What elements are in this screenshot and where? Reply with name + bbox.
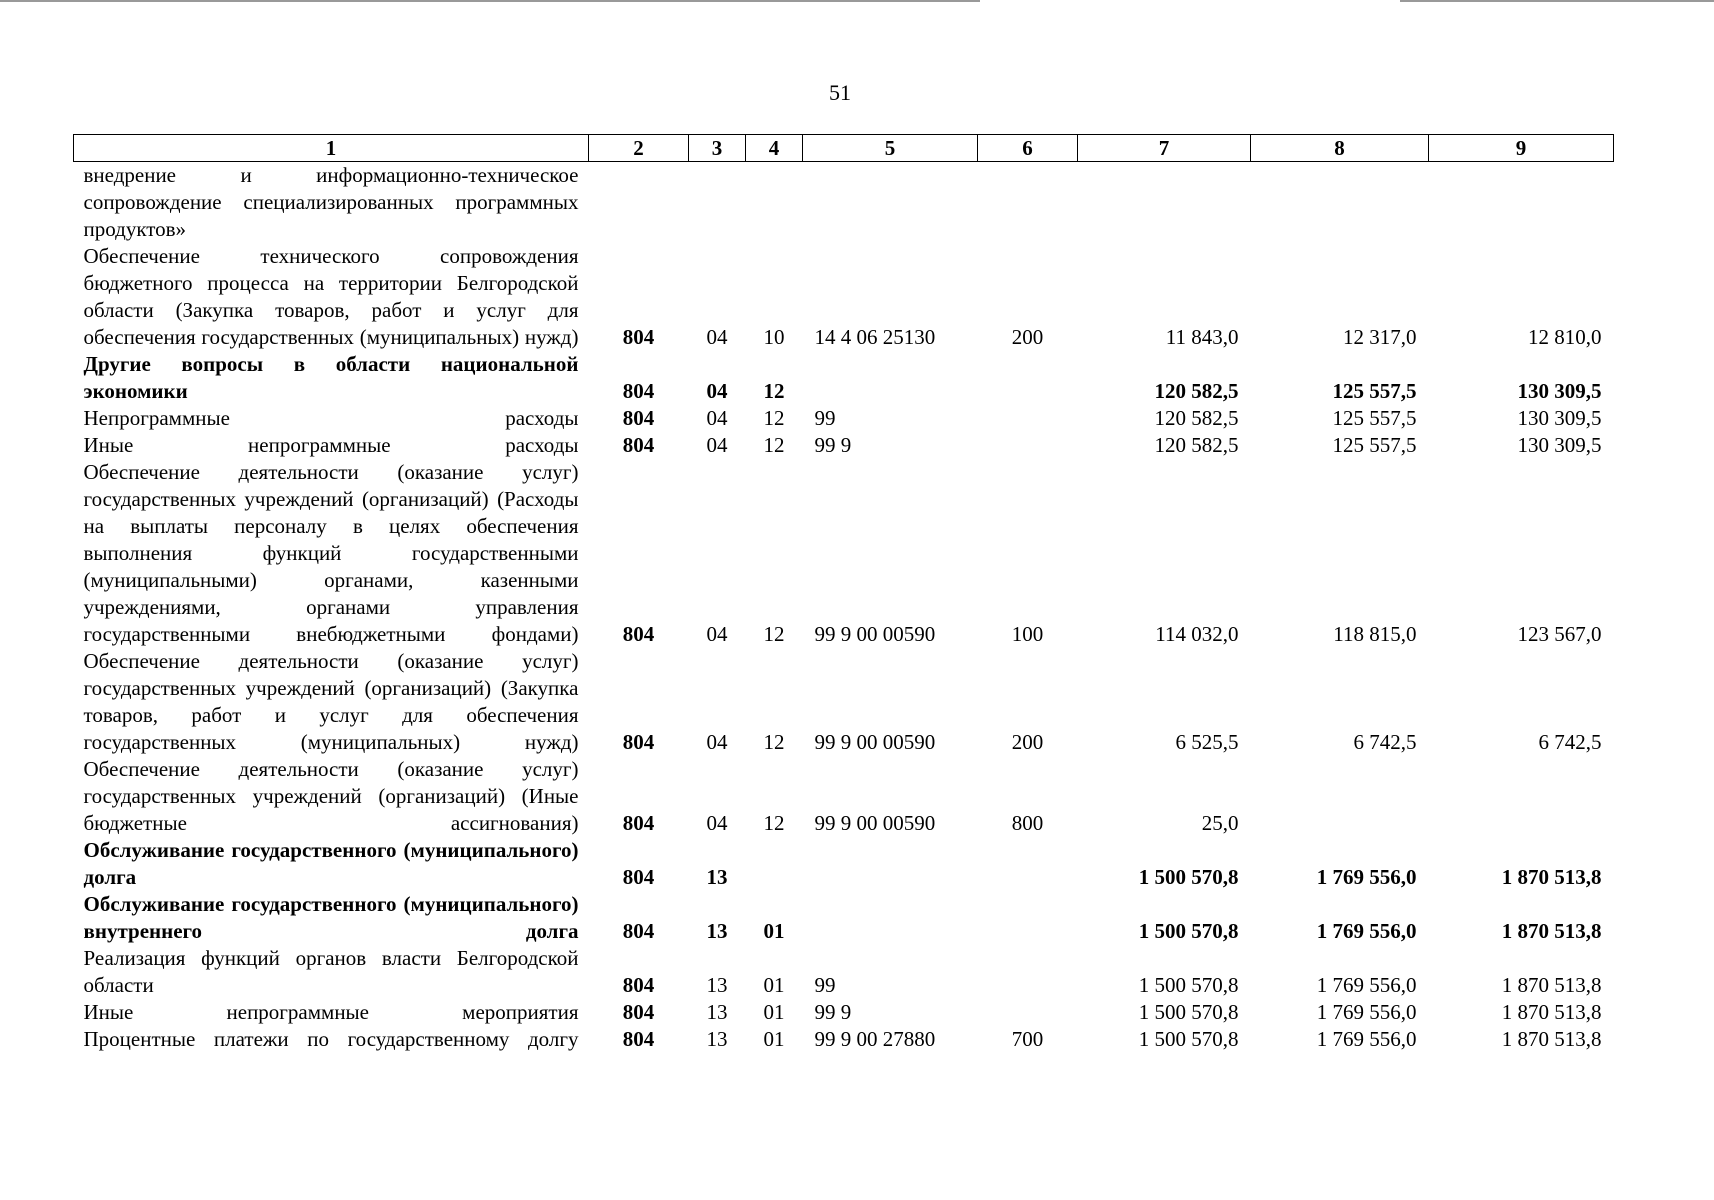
- row-amount-year3: 130 309,5: [1517, 406, 1602, 430]
- row-target-article: 99 9 00 00590: [814, 730, 936, 754]
- row-amount-year1: 6 525,5: [1175, 730, 1239, 754]
- row-section-code: 04: [706, 433, 728, 457]
- row-name: Реализация функций органов власти Белгородской области: [83, 946, 579, 997]
- table-row: [74, 999, 1614, 1026]
- row-target-article: 14 4 06 25130: [814, 325, 936, 349]
- row-amount-year2: 1 769 556,0: [1316, 1000, 1417, 1024]
- row-subsection-code: 12: [763, 811, 785, 835]
- row-target-article: 99 9 00 27880: [814, 1027, 936, 1051]
- row-target-article: [803, 837, 978, 891]
- row-name: Другие вопросы в области национальной экономики: [83, 352, 579, 403]
- row-ved-code: 804: [622, 622, 655, 646]
- row-amount-year1: 1 500 570,8: [1138, 1000, 1239, 1024]
- row-section-code: 13: [706, 919, 728, 943]
- row-name: Обслуживание государственного (муниципального) внутреннего долга: [83, 892, 579, 943]
- row-amount-year1: 25,0: [1201, 811, 1239, 835]
- table-row: [74, 837, 1614, 891]
- row-amount-year1: 120 582,5: [1154, 406, 1239, 430]
- row-amount-year1: 1 500 570,8: [1138, 1027, 1239, 1051]
- row-amount-year2: 125 557,5: [1332, 406, 1417, 430]
- row-expense-type: [978, 405, 1078, 432]
- row-subsection-code: [746, 837, 803, 891]
- row-target-article: [803, 162, 978, 244]
- row-subsection-code: 01: [763, 1000, 785, 1024]
- row-ved-code: 804: [622, 325, 655, 349]
- row-subsection-code: 12: [763, 379, 785, 403]
- column-header-5: 5: [803, 135, 978, 162]
- row-name: Иные непрограммные расходы: [83, 433, 579, 457]
- row-amount-year2: 12 317,0: [1343, 325, 1417, 349]
- row-ved-code: 804: [622, 730, 655, 754]
- row-amount-year3: 1 870 513,8: [1501, 973, 1602, 997]
- row-name: Иные непрограммные мероприятия: [83, 1000, 579, 1024]
- row-target-article: [803, 891, 978, 945]
- row-amount-year1: 120 582,5: [1154, 433, 1239, 457]
- page-number: 51: [829, 80, 851, 105]
- row-ved-code: 804: [622, 1027, 655, 1051]
- row-amount-year2: 125 557,5: [1332, 433, 1417, 457]
- row-section-code: 04: [706, 730, 728, 754]
- row-subsection-code: 01: [763, 1027, 785, 1051]
- column-header-7: 7: [1078, 135, 1251, 162]
- row-ved-code: 804: [622, 433, 655, 457]
- row-ved-code: 804: [622, 379, 655, 403]
- row-amount-year3: [1429, 756, 1614, 837]
- row-amount-year1: 114 032,0: [1155, 622, 1239, 646]
- row-name: Обеспечение деятельности (оказание услуг) государственных учреждений (организаций) (Расходы на выплаты персоналу в целях обеспечения выполнения функций государственными (муниципальными) органами, казенными учреждениями, органами управления государственными внебюджетными фондами): [83, 460, 579, 646]
- row-amount-year2: 118 815,0: [1333, 622, 1417, 646]
- row-amount-year2: [1251, 756, 1429, 837]
- table-row: [74, 1026, 1614, 1053]
- row-target-article: 99 9: [814, 1000, 852, 1024]
- table-row: [74, 459, 1614, 648]
- table-row: [74, 243, 1614, 351]
- row-ved-code: [589, 162, 689, 244]
- row-subsection-code: 01: [763, 973, 785, 997]
- row-target-article: 99 9: [814, 433, 852, 457]
- table-row: [74, 945, 1614, 999]
- column-header-1: 1: [74, 135, 589, 162]
- row-section-code: 04: [706, 811, 728, 835]
- table-row: [74, 756, 1614, 837]
- row-section-code: 13: [706, 1027, 728, 1051]
- table-row: [74, 162, 1614, 244]
- row-target-article: 99 9 00 00590: [814, 811, 936, 835]
- row-expense-type: 800: [1011, 811, 1044, 835]
- row-subsection-code: [746, 162, 803, 244]
- column-header-3: 3: [689, 135, 746, 162]
- row-amount-year1: 1 500 570,8: [1138, 973, 1239, 997]
- table-header: [74, 135, 1614, 162]
- row-section-code: 04: [706, 325, 728, 349]
- row-amount-year2: 1 769 556,0: [1316, 973, 1417, 997]
- row-ved-code: 804: [622, 1000, 655, 1024]
- row-amount-year2: 1 769 556,0: [1316, 919, 1417, 943]
- row-amount-year3: [1429, 162, 1614, 244]
- row-expense-type: 700: [1011, 1027, 1044, 1051]
- row-section-code: 13: [706, 973, 728, 997]
- row-expense-type: 200: [1011, 325, 1044, 349]
- row-amount-year1: [1078, 162, 1251, 244]
- row-target-article: 99: [814, 406, 836, 430]
- row-amount-year1: 11 843,0: [1165, 325, 1239, 349]
- row-section-code: 13: [706, 1000, 728, 1024]
- row-name: внедрение и информационно-техническое сопровождение специализированных программных продуктов»: [83, 163, 579, 241]
- row-section-code: 13: [706, 865, 728, 889]
- row-expense-type: 100: [1011, 622, 1044, 646]
- row-section-code: 04: [706, 379, 728, 403]
- scan-edge-left: [0, 0, 980, 2]
- row-amount-year3: 1 870 513,8: [1501, 1027, 1602, 1051]
- row-amount-year2: 1 769 556,0: [1316, 1027, 1417, 1051]
- row-expense-type: [978, 162, 1078, 244]
- row-amount-year1: 120 582,5: [1154, 379, 1239, 403]
- row-expense-type: [978, 891, 1078, 945]
- row-amount-year3: 130 309,5: [1517, 433, 1602, 457]
- table-row: [74, 405, 1614, 432]
- row-name: Процентные платежи по государственному долгу: [83, 1027, 579, 1051]
- header-row: [74, 135, 1614, 162]
- row-section-code: 04: [706, 406, 728, 430]
- row-ved-code: 804: [622, 919, 655, 943]
- row-amount-year3: 6 742,5: [1538, 730, 1602, 754]
- row-amount-year2: 1 769 556,0: [1316, 865, 1417, 889]
- row-expense-type: [978, 351, 1078, 405]
- row-subsection-code: 12: [763, 406, 785, 430]
- row-subsection-code: 12: [763, 433, 785, 457]
- row-section-code: 04: [706, 622, 728, 646]
- column-header-6: 6: [978, 135, 1078, 162]
- row-amount-year1: 1 500 570,8: [1138, 865, 1239, 889]
- table-body: [74, 162, 1614, 1054]
- row-amount-year2: 6 742,5: [1353, 730, 1417, 754]
- row-ved-code: 804: [622, 406, 655, 430]
- scan-edge-right: [1400, 0, 1714, 2]
- row-subsection-code: 12: [763, 622, 785, 646]
- table-row: [74, 648, 1614, 756]
- row-name: Непрограммные расходы: [83, 406, 579, 430]
- row-name: Обеспечение деятельности (оказание услуг) государственных учреждений (организаций) (Иные бюджетные ассигнования): [83, 757, 579, 835]
- row-amount-year3: 123 567,0: [1517, 622, 1602, 646]
- row-target-article: [803, 351, 978, 405]
- column-header-9: 9: [1429, 135, 1614, 162]
- row-ved-code: 804: [622, 811, 655, 835]
- row-expense-type: [978, 432, 1078, 459]
- table-row: [74, 432, 1614, 459]
- row-target-article: 99 9 00 00590: [814, 622, 936, 646]
- column-header-8: 8: [1251, 135, 1429, 162]
- row-ved-code: 804: [622, 865, 655, 889]
- row-expense-type: [978, 837, 1078, 891]
- column-header-4: 4: [746, 135, 803, 162]
- column-header-2: 2: [589, 135, 689, 162]
- row-name: Обслуживание государственного (муниципального) долга: [83, 838, 579, 889]
- row-subsection-code: 12: [763, 730, 785, 754]
- table-row: [74, 351, 1614, 405]
- row-amount-year3: 130 309,5: [1517, 379, 1602, 403]
- row-subsection-code: 10: [763, 325, 785, 349]
- table-row: [74, 891, 1614, 945]
- row-amount-year3: 1 870 513,8: [1501, 865, 1602, 889]
- row-expense-type: [978, 945, 1078, 999]
- row-amount-year1: 1 500 570,8: [1138, 919, 1239, 943]
- row-amount-year3: 1 870 513,8: [1501, 919, 1602, 943]
- row-amount-year2: 125 557,5: [1332, 379, 1417, 403]
- row-expense-type: 200: [1011, 730, 1044, 754]
- row-name: Обеспечение технического сопровождения бюджетного процесса на территории Белгородской области (Закупка товаров, работ и услуг для обеспечения государственных (муниципальных) нужд): [83, 244, 579, 349]
- row-amount-year3: 12 810,0: [1528, 325, 1602, 349]
- row-amount-year2: [1251, 162, 1429, 244]
- budget-table: [73, 134, 1614, 1053]
- row-target-article: 99: [814, 973, 836, 997]
- row-expense-type: [978, 999, 1078, 1026]
- row-ved-code: 804: [622, 973, 655, 997]
- row-name: Обеспечение деятельности (оказание услуг) государственных учреждений (организаций) (Закупка товаров, работ и услуг для обеспечения государственных (муниципальных) нужд): [83, 649, 579, 754]
- row-subsection-code: 01: [763, 919, 785, 943]
- row-amount-year3: 1 870 513,8: [1501, 1000, 1602, 1024]
- row-section-code: [689, 162, 746, 244]
